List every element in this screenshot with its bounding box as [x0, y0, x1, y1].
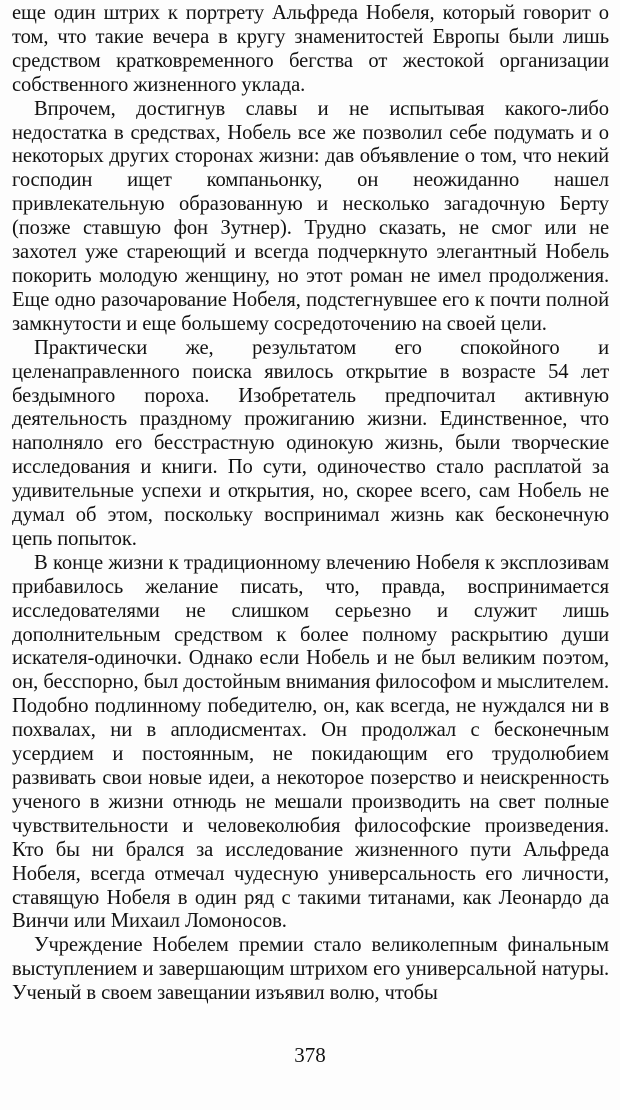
paragraph-philosophy: В конце жизни к традиционному влечению Нобеля к эксплозивам прибавилось желание писать, что, правда, воспринимается исследователями не слишком серьезно и служит лишь дополнительным средством к более полному раскрытию души искателя-одиночки. Однако если Нобель и не был великим поэтом, он, бесспорно, был достойным внимания философом и мыслителем. Подобно подлинному победителю, он, как всегда, не нуждался ни в похвалах, ни в аплодисментах. Он продолжал с бесконечным усердием и постоянным, не покидающим его трудолюбием развивать свои новые идеи, а некоторое позерство и неискренность ученого в жизни отнюдь не мешали производить на свет полные чувствительности и человеколюбия философские произведения. Кто бы ни брался за исследование жизненного пути Альфреда Нобеля, всегда отмечал чудесную универсальность его личности, ставящую Нобеля в один ряд с такими титанами, как Леонардо да Винчи или Михаил Ломоносов.: [12, 551, 609, 933]
paragraph-gunpowder: Практически же, результатом его спокойного и целенаправленного поиска явилось открытие в возрасте 54 лет бездымного пороха. Изобретатель предпочитал активную деятельность праздному прожиганию жизни. Единственное, что наполняло его бесстрастную одинокую жизнь, были творческие исследования и книги. По сути, одиночество стало расплатой за удивительные успехи и открытия, но, скорее всего, сам Нобель не думал об этом, поскольку воспринимал жизнь как бесконечную цепь попыток.: [12, 336, 609, 550]
paragraph-prize: Учреждение Нобелем премии стало великолепным финальным выступлением и завершающим штрихом его универсальной натуры. Ученый в своем завещании изъявил волю, чтобы: [12, 934, 609, 1005]
paragraph-berta: Впрочем, достигнув славы и не испытывая какого-либо недостатка в средствах, Нобель все же позволил себе подумать и о некоторых других сторонах жизни: дав объявление о том, что некий господин ищет компаньонку, он неожиданно нашел привлекательную образованную и несколько загадочную Берту (позже ставшую фон Зутнер). Трудно сказать, не смог или не захотел уже стареющий и всегда подчеркнуто элегантный Нобель покорить молодую женщину, но этот роман не имел продолжения. Еще одно разочарование Нобеля, подстегнувшее его к почти полной замкнутости и еще большему сосредоточению на своей цели.: [12, 97, 609, 335]
body-text: [12, 2, 609, 1006]
paragraph-continuation: еще один штрих к портрету Альфреда Нобеля, который говорит о том, что такие вечера в кругу знаменитостей Европы были лишь средством кратковременного бегства от жестокой организации собственного жизненного уклада.: [12, 2, 609, 96]
page-number: 378: [294, 1043, 326, 1067]
